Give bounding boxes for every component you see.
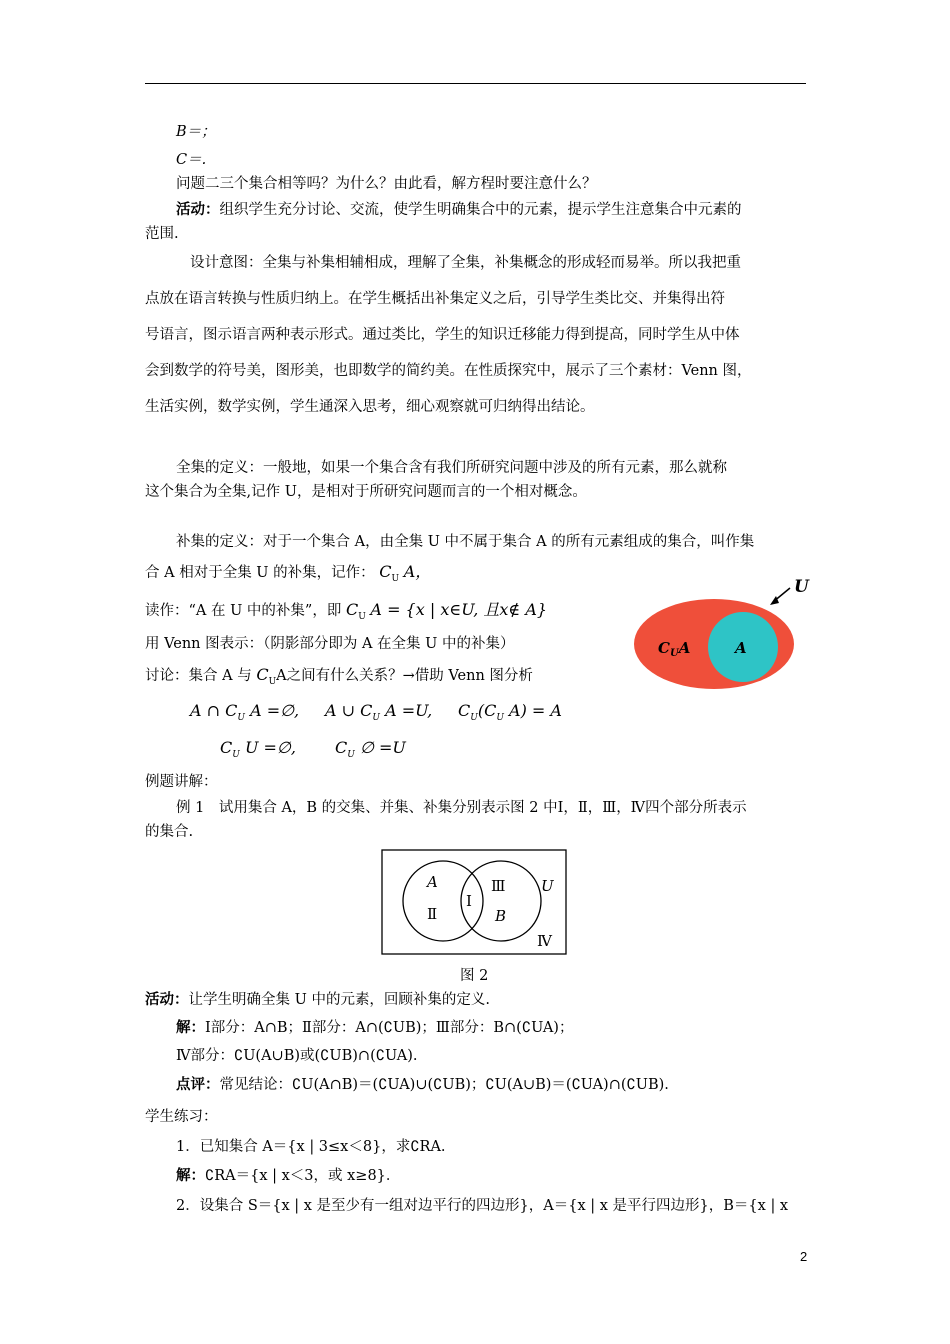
review-label: 点评： [176,1076,220,1093]
activity-label: 活动： [176,201,220,218]
complement-subscript: U [391,573,400,584]
review-text: 常见结论：∁U(A∩B)＝(∁UA)∪(∁UB)；∁U(A∪B)＝(∁UA)∩(∁UB). [219,1077,669,1093]
f3-main: C [458,701,471,720]
read-as-text: 读作：“A 在 U 中的补集”，即 [145,603,342,619]
solution-2: Ⅳ部分：∁U(A∪B)或(∁UB)∩(∁UA). [176,1048,418,1064]
b-equation: B＝； [176,124,216,140]
example-heading: 例题讲解： [145,774,218,790]
venn2-iv-label: Ⅳ [537,932,552,950]
f2-end: A =U, [385,701,433,720]
page-number: 2 [800,1249,808,1264]
universal-set-def-2: 这个集合为全集,记作 U，是相对于所研究问题而言的一个相对概念。 [145,484,587,500]
f3-sub2: U [496,713,504,724]
formula-double-complement [458,701,562,728]
design-intent-4: 会到数学的符号美，图形美，也即数学的简约美。在性质探究中，展示了三个素材：Venn 图， [145,363,752,379]
example-1-cont: 的集合. [145,824,194,840]
f5-main: C [335,738,348,757]
f4-end: U =∅, [244,738,296,757]
solution-label: 解： [176,1019,205,1036]
discussion-subscript: U [268,676,277,687]
activity-1 [176,200,742,220]
formula-complement-u [220,738,296,765]
question-two: 问题二三个集合相等吗？为什么？由此看，解方程时要注意什么？ [176,176,597,192]
f4-main: C [220,738,233,757]
complement-def-2 [145,562,431,589]
practice-1: 1．已知集合 A＝{x | 3≤x＜8}，求∁RA. [176,1139,446,1155]
design-intent-2: 点放在语言转换与性质归纳上。在学生概括出补集定义之后，引导学生类比交、并集得出符 [145,291,725,307]
venn2-i-label: Ⅰ [466,892,472,910]
f2-sub: U [372,713,380,724]
read-symbol: C [345,600,359,619]
complement-symbol: C [379,562,392,581]
venn2-iii-label: Ⅲ [491,877,506,895]
solution-text: Ⅰ部分：A∩B；Ⅱ部分：A∩(∁UB)；Ⅲ部分：B∩(∁UA)； [205,1020,574,1036]
activity-text: 组织学生充分讨论、交流，使学生明确集合中的元素，提示学生注意集合中元素的 [219,202,742,218]
f1-sub: U [237,713,245,724]
activity-2 [145,990,490,1010]
read-as-line [145,600,547,627]
f3-sub: U [470,713,478,724]
figure-2-caption: 图 2 [460,968,489,984]
complement-def-1: 补集的定义：对于一个集合 A，由全集 U 中不属于集合 A 的所有元素组成的集合，叫作集 [176,534,755,550]
design-intent-1: 设计意图：全集与补集相辅相成，理解了全集，补集概念的形成轻而易举。所以我把重 [190,255,741,271]
practice-heading: 学生练习： [145,1109,218,1125]
practice-solution-label: 解： [176,1167,205,1184]
universal-set-def-1: 全集的定义：一般地，如果一个集合含有我们所研究问题中涉及的所有元素，那么就称 [176,460,727,476]
venn1-cua-label: $C_UA$ [658,639,691,659]
venn2-a-label: A [427,873,438,891]
design-intent-5: 生活实例，数学实例，学生通深入思考，细心观察就可归纳得出结论。 [145,399,595,415]
activity-2-text: 让学生明确全集 U 中的元素，回顾补集的定义. [188,992,491,1008]
f1-main: A ∩ C [190,701,238,720]
discussion-text: 讨论：集合 A 与 [145,668,252,684]
activity-2-label: 活动： [145,991,189,1008]
header-rule [145,83,806,84]
read-subscript: U [358,611,366,622]
practice-solution-text: ∁RA＝{x | x＜3，或 x≥8}． [205,1168,401,1184]
complement-end: A， [403,562,432,581]
f1-end: A =∅, [250,701,300,720]
two-set-venn-diagram [381,849,567,956]
discussion-line [145,665,533,692]
venn1-u-label: U [794,577,809,597]
formula-intersection [190,701,299,728]
formula-union [325,701,432,728]
discussion-symbol: C [256,665,269,684]
example-1: 例 1 试用集合 A，B 的交集、并集、补集分别表示图 2 中Ⅰ，Ⅱ，Ⅲ，Ⅳ四个部分所表示 [176,800,747,816]
venn1-a-label: A [735,639,747,657]
solution-1 [176,1018,573,1038]
f5-sub: U [347,750,355,761]
venn2-b-label: B [495,907,507,925]
read-set-builder: A = {x | x∈U, 且x∉ A} [370,600,548,619]
venn-intro: 用 Venn 图表示：（阴影部分即为 A 在全集 U 中的补集） [145,636,515,652]
formula-complement-empty [335,738,406,765]
practice-2: 2．设集合 S＝{x | x 是至少有一组对边平行的四边形}，A＝{x | x 是平行四边形}，B＝{x | x [176,1198,789,1214]
design-intent-3: 号语言，图示语言两种表示形式。通过类比，学生的知识迁移能力得到提高，同时学生从中体 [145,327,740,343]
f4-sub: U [232,750,240,761]
venn2-ii-label: Ⅱ [427,905,438,923]
activity-1-cont: 范围. [145,226,179,242]
circle-b [461,861,541,941]
review [176,1075,669,1095]
venn2-u-label: U [541,877,554,895]
f2-main: A ∪ C [325,701,373,720]
practice-1-solution [176,1166,400,1186]
f5-end: ∅ =U [359,738,406,757]
f3-mid: (C [477,701,497,720]
c-equation: C＝. [176,152,207,168]
complement-venn-diagram [630,570,810,695]
f3-end: A) = A [509,701,562,720]
discussion-end: A之间有什么关系？→借助 Venn 图分析 [276,668,533,684]
complement-def-text: 合 A 相对于全集 U 的补集，记作： [145,565,375,581]
